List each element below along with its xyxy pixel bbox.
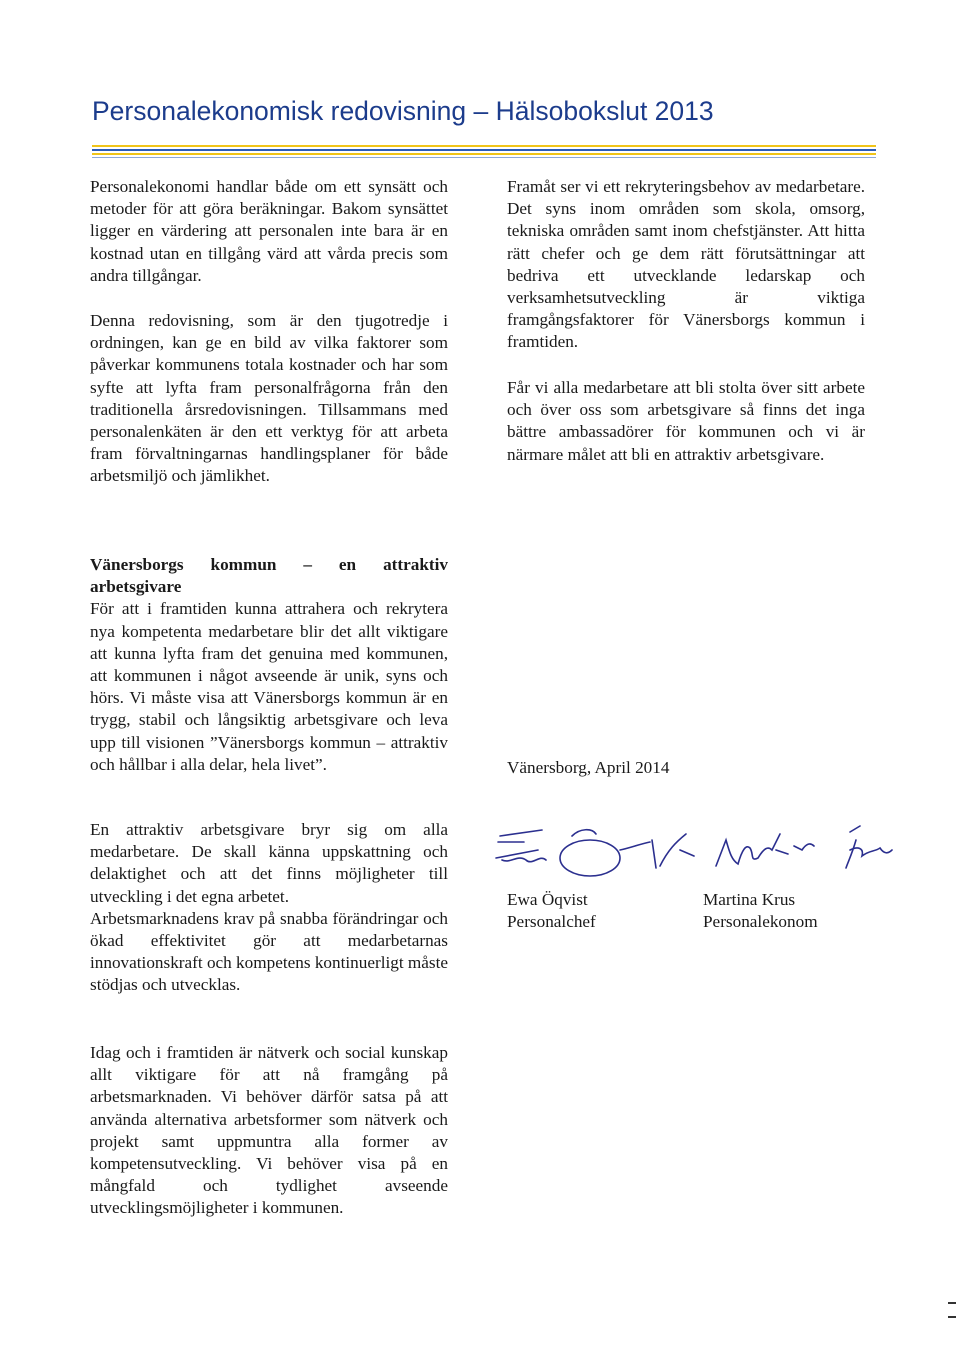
title-rule-light (92, 157, 876, 158)
signatures-drawing (480, 820, 920, 890)
signatory-name: Ewa Öqvist (507, 890, 588, 909)
paragraph: En attraktiv arbetsgivare bryr sig om alla medarbetare. De skall känna uppskattning och delaktighet och att det finns möjligheter till utveckling i det egna arbetet. (90, 820, 448, 906)
paragraph: Idag och i framtiden är nätverk och social kunskap allt viktigare för att nå framgång på arbetsmarknaden. Vi behöver därför satsa på att använda alternativa arbetsformer som nätverk och projekt samt uppmuntra alla former av kompetensutveckling. Vi behöver visa på en mångfald och tydlighet avseende utvecklingsmöjligheter i kommunen. (90, 1043, 448, 1218)
left-col-block-3 (90, 554, 448, 776)
scan-edge-mark (948, 1302, 956, 1304)
signatory-2 (703, 889, 818, 933)
dateline: Vänersborg, April 2014 (507, 758, 670, 777)
signatory-name: Martina Krus (703, 890, 796, 909)
right-col-block-1 (507, 176, 865, 354)
paragraph: Framåt ser vi ett rekryteringsbehov av medarbetare. Det syns inom områden som skola, omsorg, tekniska områden samt inom chefstjänster. Att hitta rätt chefer och ge dem rätt förutsättningar att bedriva ett utvecklande ledarskap och verksamhetsutveckling är viktiga framgångsfaktorer för Vänersborgs kommun i framtiden. (507, 177, 865, 352)
left-col-block-5 (90, 1042, 448, 1220)
left-col-block-4 (90, 819, 448, 997)
title-rule-blue (92, 149, 876, 151)
paragraph: Personalekonomi handlar både om ett synsätt och metoder för att göra beräkningar. Bakom synsättet ligger en värdering att personalen inte bara är en kostnad utan en tillgång värd att vårda precis som andra tillgångar. (90, 177, 448, 285)
scan-edge-mark (948, 1316, 956, 1318)
paragraph: Arbetsmarknadens krav på snabba förändringar och ökad effektivitet gör att medarbetarnas innovationskraft och kompetens kontinuerligt måste stödjas och utvecklas. (90, 908, 449, 995)
paragraph: Får vi alla medarbetare att bli stolta över sitt arbete och över oss som arbetsgivare så finns det inga bättre ambassadörer för kommunen och vi är närmare målet att bli en attraktiv arbetsgivare. (507, 378, 865, 464)
title-rule-yellow (92, 145, 876, 147)
signatory-1 (507, 889, 596, 933)
paragraph: För att i framtiden kunna attrahera och rekrytera nya kompetenta medarbetare blir det allt viktigare att kunna lyfta fram det genuina med kommunen, att kommunen i något avseende är unik, syns och hörs. Vi måste visa att Vänersborgs kommun är en trygg, stabil och långsiktig arbetsgivare och leva upp till visionen ”Vänersborgs kommun – attraktiv och hållbar i alla delar, hela livet”. (90, 599, 448, 774)
section-heading: Vänersborgs kommun – en attraktiv arbetsgivare (90, 555, 448, 597)
signatory-role: Personalekonom (703, 912, 818, 932)
signatory-role: Personalchef (507, 912, 596, 932)
left-col-block-2 (90, 310, 448, 488)
page-title: Personalekonomisk redovisning – Hälsobokslut 2013 (92, 96, 714, 126)
paragraph: Denna redovisning, som är den tjugotredje i ordningen, kan ge en bild av vilka faktorer som påverkar kommunens totala kostnader och har som syfte att lyfta fram personalfrågorna från den traditionella årsredovisningen. Tillsammans med personalenkäten är den ett verktyg för att arbeta fram förvaltningarnas handlingsplaner för både arbetsmiljö och jämlikhet. (90, 311, 448, 486)
left-col-block-1 (90, 176, 448, 287)
right-col-block-2 (507, 377, 865, 466)
title-rule-yellow-2 (92, 153, 876, 155)
